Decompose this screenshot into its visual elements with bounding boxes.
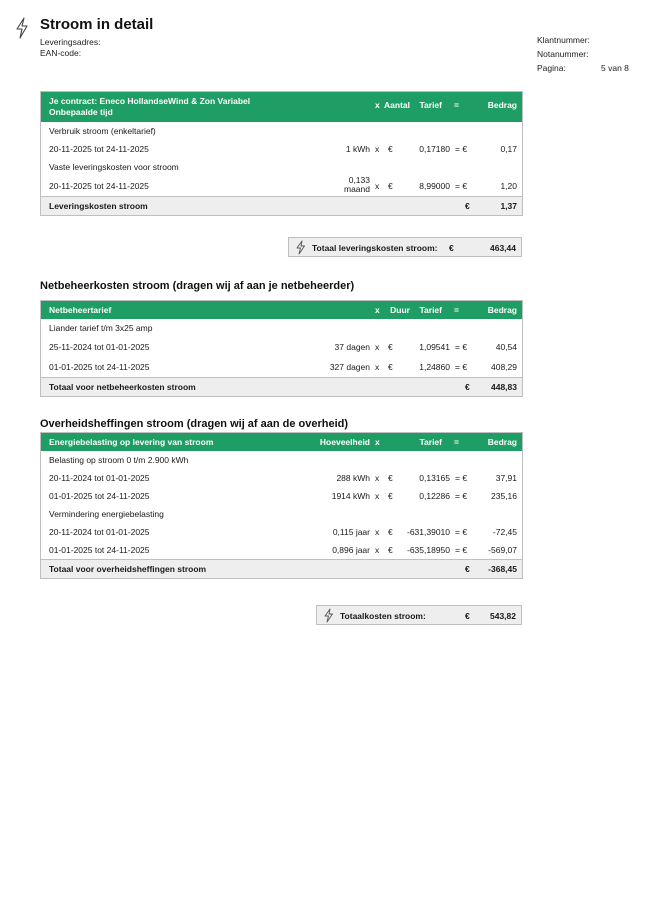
currency: € bbox=[388, 545, 393, 555]
table-footer bbox=[41, 559, 522, 578]
levering-table bbox=[40, 91, 523, 216]
col-x: x bbox=[375, 305, 380, 315]
overheid-table-header bbox=[41, 433, 522, 451]
footer-amount: -368,45 bbox=[488, 564, 517, 574]
totaal-currency: € bbox=[449, 243, 454, 253]
group-belasting: Belasting op stroom 0 t/m 2.900 kWh bbox=[49, 455, 189, 465]
equals-currency: = € bbox=[455, 342, 468, 352]
overheid-table bbox=[40, 432, 523, 579]
times-sign: x bbox=[375, 144, 380, 154]
table-footer bbox=[41, 377, 522, 396]
amount: 0,17 bbox=[500, 144, 517, 154]
quantity: 37 dagen bbox=[334, 342, 370, 352]
equals-currency: = € bbox=[455, 491, 468, 501]
group-label bbox=[41, 122, 522, 140]
totaal-leveringskosten-box bbox=[288, 237, 522, 257]
totaalkosten-box bbox=[316, 605, 522, 625]
quantity: 0,896 jaar bbox=[332, 545, 370, 555]
ean-code-label: EAN-code: bbox=[40, 48, 82, 58]
notanummer-label: Notanummer: bbox=[537, 49, 589, 59]
col-netbeheertarief: Netbeheertarief bbox=[49, 305, 112, 315]
col-tarief: Tarief bbox=[419, 437, 442, 447]
table-footer bbox=[41, 196, 522, 215]
amount: 408,29 bbox=[491, 362, 517, 372]
times-sign: x bbox=[375, 527, 380, 537]
rate: 1,09541 bbox=[419, 342, 450, 352]
times-sign: x bbox=[375, 473, 380, 483]
amount: 235,16 bbox=[491, 491, 517, 501]
lightning-bolt-icon bbox=[295, 240, 307, 255]
times-sign: x bbox=[375, 491, 380, 501]
col-x: x bbox=[375, 100, 380, 110]
footer-currency: € bbox=[465, 382, 470, 392]
rate: 0,12286 bbox=[419, 491, 450, 501]
amount: -72,45 bbox=[492, 527, 517, 537]
group-label bbox=[41, 319, 522, 337]
equals-currency: = € bbox=[455, 362, 468, 372]
group-label bbox=[41, 158, 522, 176]
totaal-amount: 543,82 bbox=[490, 611, 516, 621]
col-duur: Duur bbox=[390, 305, 410, 315]
rate: 1,24860 bbox=[419, 362, 450, 372]
group-verbruik: Verbruik stroom (enkeltarief) bbox=[49, 126, 156, 136]
section-title-netbeheer: Netbeheerkosten stroom (dragen wij af aan je netbeheerder) bbox=[40, 280, 355, 292]
quantity: 288 kWh bbox=[336, 473, 370, 483]
currency: € bbox=[388, 144, 393, 154]
currency: € bbox=[388, 491, 393, 501]
footer-currency: € bbox=[465, 564, 470, 574]
amount: 40,54 bbox=[495, 342, 517, 352]
lightning-bolt-icon bbox=[14, 17, 30, 39]
contract-duration: Onbepaalde tijd bbox=[49, 107, 113, 117]
contract-label: Je contract: Eneco HollandseWind & Zon Variabel bbox=[49, 96, 251, 106]
totaal-label: Totaalkosten stroom: bbox=[340, 611, 426, 621]
col-hoeveelheid: Hoeveelheid bbox=[319, 437, 370, 447]
leveringsadres-label: Leveringsadres: bbox=[40, 37, 101, 47]
currency: € bbox=[388, 527, 393, 537]
footer-amount: 448,83 bbox=[491, 382, 517, 392]
col-aantal: Aantal bbox=[384, 100, 410, 110]
lightning-bolt-icon bbox=[323, 608, 335, 623]
period: 20-11-2024 tot 01-01-2025 bbox=[49, 473, 150, 483]
currency: € bbox=[388, 181, 393, 191]
footer-currency: € bbox=[465, 201, 470, 211]
col-tarief: Tarief bbox=[419, 100, 442, 110]
period: 25-11-2024 tot 01-01-2025 bbox=[49, 342, 150, 352]
equals-currency: = € bbox=[455, 473, 468, 483]
col-tarief: Tarief bbox=[419, 305, 442, 315]
table-row bbox=[41, 523, 522, 541]
col-eq: = bbox=[454, 305, 459, 315]
quantity: 0,115 jaar bbox=[332, 527, 370, 537]
col-eq: = bbox=[454, 437, 459, 447]
totaal-label: Totaal leveringskosten stroom: bbox=[312, 243, 438, 253]
period: 01-01-2025 tot 24-11-2025 bbox=[49, 362, 150, 372]
totaal-currency: € bbox=[465, 611, 470, 621]
quantity: 1 kWh bbox=[345, 144, 370, 154]
period: 01-01-2025 tot 24-11-2025 bbox=[49, 491, 150, 501]
rate: -631,39010 bbox=[406, 527, 450, 537]
col-eq: = bbox=[454, 100, 459, 110]
times-sign: x bbox=[375, 545, 380, 555]
quantity: 0,133 bbox=[348, 175, 370, 185]
page-title: Stroom in detail bbox=[40, 16, 154, 33]
table-row bbox=[41, 337, 522, 357]
times-sign: x bbox=[375, 181, 380, 191]
rate: 8,99000 bbox=[419, 181, 450, 191]
group-label bbox=[41, 451, 522, 469]
footer-label: Leveringskosten stroom bbox=[49, 201, 148, 211]
footer-amount: 1,37 bbox=[500, 201, 517, 211]
table-row bbox=[41, 176, 522, 196]
amount: 37,91 bbox=[495, 473, 517, 483]
table-row bbox=[41, 487, 522, 505]
currency: € bbox=[388, 342, 393, 352]
section-title-overheid: Overheidsheffingen stroom (dragen wij af aan de overheid) bbox=[40, 418, 349, 430]
col-bedrag: Bedrag bbox=[487, 437, 517, 447]
quantity-unit: maand bbox=[344, 184, 370, 194]
group-vaste-kosten: Vaste leveringskosten voor stroom bbox=[49, 162, 179, 172]
quantity: 327 dagen bbox=[329, 362, 370, 372]
equals-currency: = € bbox=[455, 144, 468, 154]
equals-currency: = € bbox=[455, 527, 468, 537]
period: 20-11-2025 tot 24-11-2025 bbox=[49, 181, 149, 191]
klantnummer-label: Klantnummer: bbox=[537, 35, 590, 45]
footer-label: Totaal voor overheidsheffingen stroom bbox=[49, 564, 207, 574]
col-x: x bbox=[375, 437, 380, 447]
netbeheer-table bbox=[40, 300, 523, 397]
table-row bbox=[41, 357, 522, 377]
rate: 0,13165 bbox=[419, 473, 450, 483]
times-sign: x bbox=[375, 342, 380, 352]
totaal-amount: 463,44 bbox=[490, 243, 516, 253]
times-sign: x bbox=[375, 362, 380, 372]
period: 20-11-2025 tot 24-11-2025 bbox=[49, 144, 149, 154]
amount: -569,07 bbox=[488, 545, 517, 555]
group-liander: Liander tarief t/m 3x25 amp bbox=[49, 323, 153, 333]
rate: -635,18950 bbox=[406, 545, 450, 555]
table-row bbox=[41, 469, 522, 487]
rate: 0,17180 bbox=[419, 144, 450, 154]
quantity: 1914 kWh bbox=[331, 491, 370, 501]
equals-currency: = € bbox=[455, 545, 468, 555]
equals-currency: = € bbox=[455, 181, 468, 191]
col-bedrag: Bedrag bbox=[487, 305, 517, 315]
currency: € bbox=[388, 362, 393, 372]
amount: 1,20 bbox=[500, 181, 517, 191]
group-vermindering: Vermindering energiebelasting bbox=[49, 509, 164, 519]
table-row bbox=[41, 140, 522, 158]
footer-label: Totaal voor netbeheerkosten stroom bbox=[49, 382, 196, 392]
period: 20-11-2024 tot 01-01-2025 bbox=[49, 527, 150, 537]
group-label bbox=[41, 505, 522, 523]
table-row bbox=[41, 541, 522, 559]
levering-table-header bbox=[41, 92, 522, 122]
pagina-label: Pagina: bbox=[537, 63, 566, 73]
pagina-value: 5 van 8 bbox=[601, 63, 629, 73]
period: 01-01-2025 tot 24-11-2025 bbox=[49, 545, 150, 555]
netbeheer-table-header bbox=[41, 301, 522, 319]
col-energiebelasting: Energiebelasting op levering van stroom bbox=[49, 437, 214, 447]
col-bedrag: Bedrag bbox=[487, 100, 517, 110]
currency: € bbox=[388, 473, 393, 483]
